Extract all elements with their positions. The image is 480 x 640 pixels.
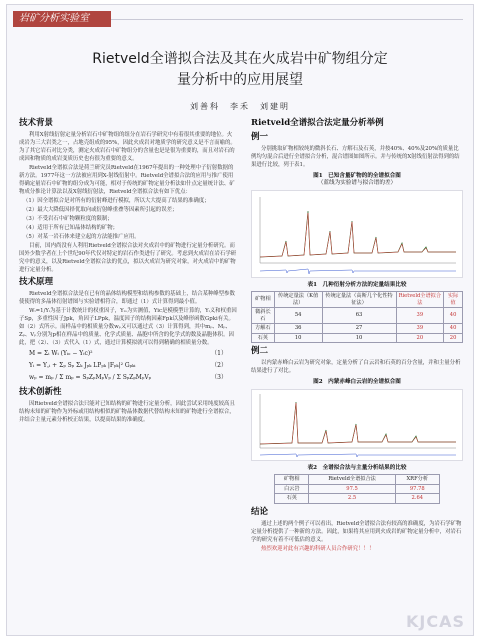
table-row <box>252 333 463 343</box>
advantage-item: （5）对某一岩石体来建立起的方法能推广应用。 <box>23 234 140 240</box>
conclusion-paragraph: 通过上述的两个例子可以看出，Rietveld全谱拟合法有较高的准确度，为岩石学矿物定量分析提供了一种新的方法。因此，如果将其应用到火成岩的矿物定量分析中，对岩石学的研究有着不可低估的意义。 <box>251 520 462 543</box>
table-cell: 40 <box>444 308 463 324</box>
table-cell: 63 <box>322 308 396 324</box>
formula-1-number: （1） <box>211 350 227 357</box>
table-row <box>252 308 463 324</box>
advantage-item: （1）因全谱拟合是对所有的衍射峰进行模拟，所以大大提高了结果的准确度； <box>23 198 210 204</box>
lab-tag: 岩矿分析实验室 <box>13 11 111 27</box>
figure-1 <box>251 190 463 278</box>
table-header-cell: 传统定量法（K值法） <box>274 292 322 308</box>
example-1-label: 例一 <box>251 132 269 142</box>
left-column <box>19 115 237 425</box>
table-cell: 39 <box>396 324 444 334</box>
advantage-item: （3）不受岩石中矿物颗粒度的限制； <box>23 216 113 222</box>
table-2-title: 表2 全谱拟合法与主量分析结果的比较 <box>307 465 407 471</box>
background-paragraph-2: Rietveld全谱拟合法是荷兰研究员Rietveld在1967年提出的一种处理中子衍射数据的新方法。1977年这一方法被应用到X-射线衍射中。Rietveld全谱拟合法的应用与推广使用得确定量岩石中矿物的组分成为可能，相对于传统的矿物定量分析法如什点定量统计法、矿物成分推论计算法以及X射线衍射法，Rietveld全谱拟合法有如下优点： <box>19 165 235 195</box>
figure-2-title: 图2 内蒙赤峰白云岩的全谱拟合图 <box>313 379 401 385</box>
title-line-1: Rietveld全谱拟合法及其在火成岩中矿物组分定 <box>92 51 388 67</box>
heading-innovation: 技术创新性 <box>19 387 62 397</box>
table-row <box>275 494 439 504</box>
formula-1-body: M = Σᵢ Wᵢ (Yᵢₒ − Yᵢc)² <box>29 350 93 357</box>
principle-paragraph-1: Rietveld全谱拟合法是在已有的晶体结构模型和结构参数的基础上，结合某种峰型参数使使得的多晶体衍射谱图与实验谱相符合，即通过（1）式计算得到最小值。 <box>19 291 235 305</box>
figure-2 <box>251 389 463 461</box>
formula-3 <box>19 372 237 384</box>
table-cell: 20 <box>396 333 444 343</box>
header-rule <box>111 19 463 20</box>
table-cell: 39 <box>396 308 444 324</box>
table-header-cell: 传统定量法（高斯几个化性特征法） <box>322 292 396 308</box>
background-paragraph-1: 利用X射线衍射定量分析岩石中矿物组的组分在岩石学研究中有着很其重要的地位。火成岩为三大岩类之一，占地壳组成的95%，因此火成岩对地质学的研究意义是不言而喻的。为了其它岩石对比分类，测定火成岩石中矿物组分的含量也是是很为重要的，而且对岩石的成因和物质的成岩变质历史也有很为重要的意义。 <box>19 132 236 162</box>
table-cell: 97.78 <box>395 484 439 494</box>
table-header-cell: 矿物相 <box>275 475 309 485</box>
poster <box>6 4 474 636</box>
table-2 <box>274 474 439 504</box>
table-cell: 54 <box>274 308 322 324</box>
table-cell: 10 <box>322 333 396 343</box>
table-cell: 2.64 <box>395 494 439 504</box>
table-1 <box>251 291 463 343</box>
table-cell: 36 <box>274 324 322 334</box>
table-header-cell: XRF分析 <box>395 475 439 485</box>
table-header-cell: Rietveld全谱拟合法 <box>309 475 396 485</box>
formula-1 <box>19 348 237 360</box>
formula-3-body: wₚ = mₚ / Σ mₚ = SₚZₚMₚVₚ / Σ SₚZₚMₚVₚ <box>29 374 152 381</box>
watermark: KJCAS <box>406 612 465 631</box>
background-paragraph-3: 目前，国内尚没有人利用Rietveld全谱拟合法对火成岩中的矿物进行定量分析研究。而国外少数学者在上个世纪90年代仅对特定的岩石作类进行了研究。考虑到火成岩在岩石学研究中的意义，以及Rietveld全谱拟合法的优点，拟以火成岩为研究对象，对火成岩中的矿物进行定量分析。 <box>19 243 237 273</box>
table-cell: 石英 <box>275 494 309 504</box>
example-1-paragraph: 分别挑取矿物相较纯的微斜长石、方解石及石英，并按40%、40%及20%的质量比例均匀混合后进行全谱拟合分析，混合谱图如图所示。并与传统的X射线衍射法得到的结果进行比较，列于表1。 <box>251 146 460 168</box>
formula-2-number: （2） <box>211 362 227 369</box>
heading-conclusion: 结论 <box>251 506 269 517</box>
table-cell: 方解石 <box>252 324 275 334</box>
table-header-row <box>275 475 439 485</box>
figure-1-title: 图1 已知含量矿物的的全谱拟合图 <box>313 173 401 179</box>
example-2-paragraph: 以内蒙赤峰白云岩为研究对象，定量分析了白云岩和石英的百分含量，并和主量分析结果进行了对比。 <box>251 360 461 374</box>
heading-examples: Rietveld全谱拟合法定量分析举例 <box>251 118 384 128</box>
poster-title <box>47 49 433 91</box>
formula-2-body: Yᵢ = Y꜀ᵢ + Σₚ Sₚ Σₖ Jₚₖ LPₚₖ |Fₚₖ|² Gₚₖᵢ <box>29 362 136 369</box>
formula-2 <box>19 360 237 372</box>
heading-background: 技术背景 <box>19 118 54 128</box>
example-2-label: 例二 <box>251 346 269 356</box>
table-header-cell: 实际值 <box>444 292 463 308</box>
title-line-2: 量分析中的应用展望 <box>177 72 303 88</box>
table-cell: 20 <box>444 333 463 343</box>
table-row <box>252 324 463 334</box>
figure-1-pattern <box>252 191 462 277</box>
table-cell: 2.5 <box>309 494 396 504</box>
advantage-item: （2）最大大降低因择优取向或衍射峰重叠等因素所引起的误差； <box>23 207 178 213</box>
authors: 刘善科 李禾 刘建明 <box>190 102 290 111</box>
heading-principle: 技术原理 <box>19 277 54 287</box>
right-column <box>251 115 463 554</box>
table-header-row <box>252 292 463 308</box>
table-cell: 97.5 <box>309 484 396 494</box>
table-cell: 10 <box>274 333 322 343</box>
advantage-item: （4）适用于所有已知晶体结构的矿物； <box>23 225 119 231</box>
figure-2-pattern <box>252 390 462 460</box>
principle-paragraph-2: Wᵢ=1/Yᵢ为基于计数统计的权重因子，Yᵢₒ为实测值，Yic是模模型计算的，Yᵢ义和权重因子Sp，多重性因子Jpk，角因子LPpk，温度因子的结构因素Fpk以及峰形函数Gpki有关。如（2）式所示。而样品中的相质量分数wₚ又可以通过式（3）计算得到，其中mₚ、Mₚ、Zₚ、Vₚ分别为p相在样品中的质量、化学式质量、晶胞中所含的化学式的数及晶胞体积。因此，把（2）、（3）式代入（1）式，通过计算模拟就可以得到精确的相质量分数。 <box>19 308 237 346</box>
closing-invitation: 热烈欢迎对此有兴趣的科研人员合作研究！！！ <box>261 545 375 552</box>
formula-3-number: （3） <box>211 374 227 381</box>
innovation-paragraph: 因Rietveld全谱拟合法只能对已知结构的矿物进行定量分析，因此尝试采用纯度较高且结构未知的矿物作为外标或用结构相似的矿物晶体数据代替结构未知的矿物进行全谱拟合，并结合主量元素分析校正结果，以提高结果的准确度。 <box>19 401 235 423</box>
figure-1-subtitle: （蓝线为实验谱与拟合谱的差） <box>317 180 397 186</box>
table-cell: 微斜长石 <box>252 308 275 324</box>
table-cell: 27 <box>322 324 396 334</box>
table-header-cell: 矿物相 <box>252 292 275 308</box>
table-row <box>275 484 439 494</box>
table-cell: 白云岩 <box>275 484 309 494</box>
table-header-cell: Rietveld全谱拟合法 <box>396 292 444 308</box>
table-1-title: 表1 几种衍射分析方法的定量结果比较 <box>307 282 407 288</box>
table-cell: 石英 <box>252 333 275 343</box>
table-cell: 40 <box>444 324 463 334</box>
